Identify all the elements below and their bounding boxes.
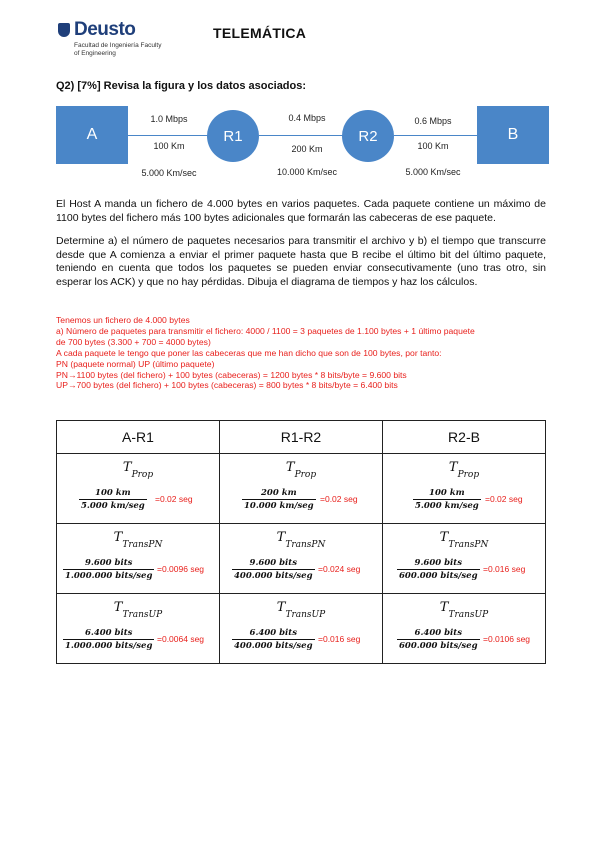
table-cell (57, 524, 220, 594)
router-r1: R1 (207, 110, 259, 162)
formula-symbol: $T_{TransUP}$ (439, 600, 489, 620)
table-cell (220, 454, 383, 524)
deusto-shield-icon (58, 23, 70, 37)
result-value: =0.02 seg (320, 494, 358, 504)
network-diagram (56, 104, 546, 184)
link3-rate: 0.6 Mbps (414, 116, 452, 126)
formula-symbol: $T_{TransPN}$ (439, 530, 489, 550)
formula-symbol: $T_{TransUP}$ (276, 600, 326, 620)
fraction: 9.600 bits 1.000.000 bits/seg (65, 558, 153, 581)
logo-subtitle: Facultad de Ingeniería Faculty of Engineering (74, 42, 162, 57)
problem-paragraph-1: El Host A manda un fichero de 4.000 bytes en varios paquetes. Cada paquete contiene un máximo de 1100 bytes del fichero más 100 bytes adicionales que formarán las cabeceras de ese paquete. (56, 198, 546, 224)
problem-paragraph-2: Determine a) el número de paquetes necesarios para transmitir el archivo y b) el tiempo que transcurre desde que A comienza a enviar el primer paquete hasta que B recibe el último bit del último paquete, teniendo en cuenta que todos los paquetes se pueden enviar consecutivamente (uno tras otro, sin esperar los ACK) y que no hay pérdidas. Dibuja el diagrama de tiempos y haz los cálculos. (56, 235, 546, 288)
link1-rate: 1.0 Mbps (150, 114, 188, 124)
question-heading: Q2) [7%] Revisa la figura y los datos asociados: (56, 80, 307, 92)
router-r2: R2 (342, 110, 394, 162)
column-header: A-R1 (57, 421, 220, 454)
column-header: R2-B (383, 421, 546, 454)
link2-speed: 10.000 Km/sec (276, 167, 338, 177)
fraction: 100 km 5.000 km/seg (415, 488, 479, 511)
formula-symbol: $T_{Prop}$ (448, 460, 480, 480)
answer-line: UP→700 bytes (del fichero) + 100 bytes (cabeceras) = 800 bytes * 8 bits/byte = 6.400 bits (56, 380, 398, 391)
answer-line: PN→1100 bytes (del fichero) + 100 bytes (cabeceras) = 1200 bytes * 8 bits/byte = 9.600 bits (56, 369, 407, 380)
result-value: =0.02 seg (155, 494, 193, 504)
formula-symbol: $T_{Prop}$ (122, 460, 154, 480)
fraction: 6.400 bits 400.000 bits/seg (234, 628, 313, 651)
column-header: R1-R2 (220, 421, 383, 454)
link3-speed: 5.000 Km/sec (405, 167, 461, 177)
result-value: =0.0106 seg (483, 634, 531, 644)
page-title: TELEMÁTICA (213, 25, 307, 41)
formula-symbol: $T_{TransPN}$ (113, 530, 163, 550)
table-row (57, 594, 546, 664)
link1-distance: 100 Km (153, 141, 185, 151)
link2-rate: 0.4 Mbps (288, 113, 326, 123)
answer-block (56, 315, 556, 391)
result-value: =0.02 seg (485, 494, 523, 504)
link3-distance: 100 Km (417, 141, 449, 151)
table-cell (220, 594, 383, 664)
formula-symbol: $T_{TransPN}$ (276, 530, 326, 550)
fraction: 9.600 bits 400.000 bits/seg (234, 558, 313, 581)
result-value: =0.0064 seg (157, 634, 205, 644)
table-cell (57, 594, 220, 664)
result-value: =0.024 seg (318, 564, 361, 574)
answer-line: A cada paquete le tengo que poner las cabeceras que me han dicho que son de 100 bytes, por tanto: (56, 347, 442, 358)
answer-line: Tenemos un fichero de 4.000 bytes (56, 315, 190, 325)
formula-symbol: $T_{Prop}$ (285, 460, 317, 480)
link-r2-b (394, 135, 478, 136)
fraction: 200 km 10.000 km/seg (244, 488, 314, 511)
table-cell (383, 454, 546, 524)
table-cell (220, 524, 383, 594)
link-a-r1 (128, 135, 208, 136)
fraction: 100 km 5.000 km/seg (81, 488, 145, 511)
fraction: 6.400 bits 600.000 bits/seg (399, 628, 478, 651)
formula-symbol: $T_{TransUP}$ (113, 600, 163, 620)
link-r1-r2 (259, 135, 343, 136)
answer-line: PN (paquete normal) UP (último paquete) (56, 358, 215, 369)
table-cell (383, 594, 546, 664)
result-value: =0.016 seg (318, 634, 361, 644)
time-calculation-table (56, 420, 546, 664)
link2-distance: 200 Km (291, 144, 323, 154)
fraction: 9.600 bits 600.000 bits/seg (399, 558, 478, 581)
host-b: B (477, 106, 549, 164)
table-row (57, 454, 546, 524)
table-cell (57, 454, 220, 524)
fraction: 6.400 bits 1.000.000 bits/seg (65, 628, 153, 651)
table-cell (383, 524, 546, 594)
result-value: =0.016 seg (483, 564, 526, 574)
result-value: =0.0096 seg (157, 564, 205, 574)
answer-line: a) Número de paquetes para transmitir el fichero: 4000 / 1100 = 3 paquetes de 1.100 bytes + 1 último paquete (56, 325, 475, 336)
link1-speed: 5.000 Km/sec (141, 168, 197, 178)
logo-name: Deusto (74, 19, 136, 40)
answer-line: de 700 bytes (3.300 + 700 = 4000 bytes) (56, 336, 211, 347)
table-row (57, 524, 546, 594)
host-a: A (56, 106, 128, 164)
